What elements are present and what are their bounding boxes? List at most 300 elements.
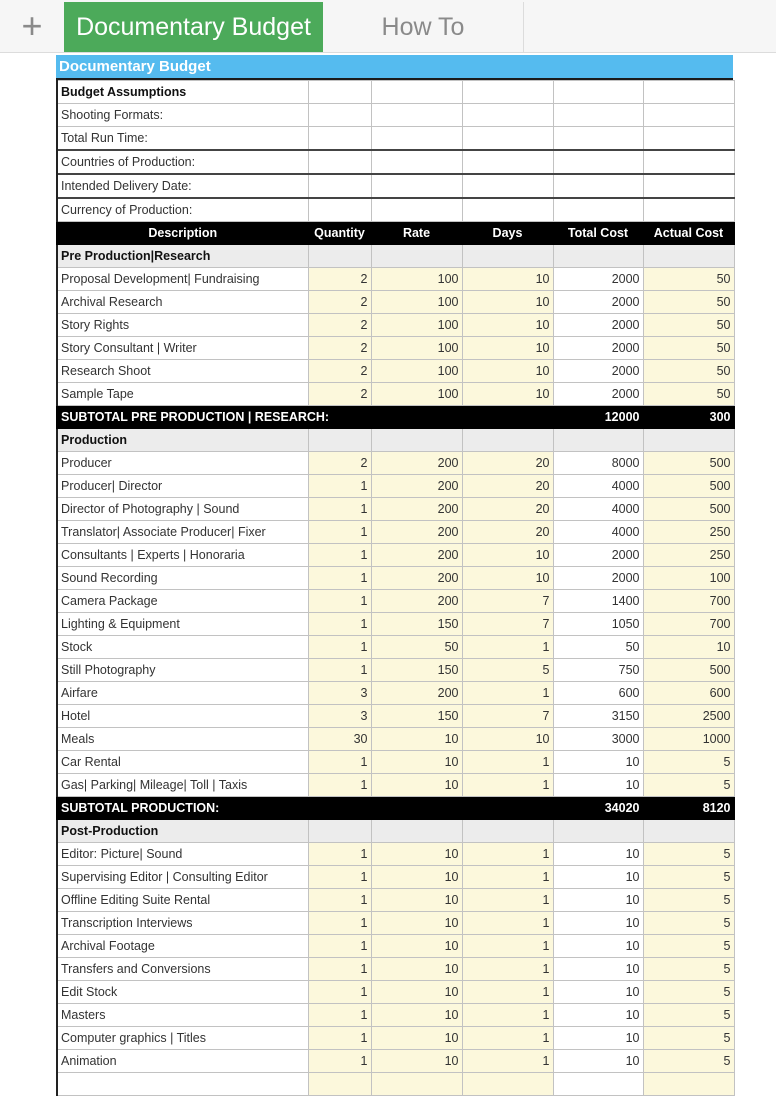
quantity-cell[interactable]: 1 bbox=[308, 889, 371, 912]
total-cost-cell[interactable]: 10 bbox=[553, 981, 643, 1004]
rate-cell[interactable]: 10 bbox=[371, 866, 462, 889]
rate-cell[interactable]: 100 bbox=[371, 291, 462, 314]
actual-cost-cell[interactable]: 250 bbox=[643, 544, 734, 567]
assumption-value-cell[interactable] bbox=[308, 174, 371, 198]
table-row bbox=[57, 268, 734, 291]
rate-cell[interactable]: 10 bbox=[371, 912, 462, 935]
quantity-cell[interactable]: 1 bbox=[308, 866, 371, 889]
table-row bbox=[57, 1004, 734, 1027]
assumption-label[interactable]: Shooting Formats: bbox=[57, 104, 308, 127]
actual-cost-cell[interactable]: 5 bbox=[643, 774, 734, 797]
total-cost-cell[interactable]: 2000 bbox=[553, 314, 643, 337]
quantity-cell[interactable]: 30 bbox=[308, 728, 371, 751]
rate-cell[interactable]: 100 bbox=[371, 314, 462, 337]
actual-cost-cell[interactable]: 100 bbox=[643, 567, 734, 590]
table-row bbox=[57, 291, 734, 314]
days-cell[interactable]: 10 bbox=[462, 567, 553, 590]
quantity-cell[interactable]: 1 bbox=[308, 1027, 371, 1050]
quantity-cell[interactable]: 2 bbox=[308, 268, 371, 291]
assumption-value-cell[interactable] bbox=[371, 104, 462, 127]
section-header-row bbox=[57, 820, 734, 843]
table-row bbox=[57, 521, 734, 544]
days-cell[interactable]: 20 bbox=[462, 498, 553, 521]
quantity-cell[interactable]: 1 bbox=[308, 1004, 371, 1027]
table-row bbox=[57, 659, 734, 682]
quantity-cell[interactable]: 2 bbox=[308, 314, 371, 337]
total-cost-cell[interactable]: 2000 bbox=[553, 337, 643, 360]
sheet-title[interactable]: Documentary Budget bbox=[56, 55, 733, 80]
quantity-cell[interactable]: 1 bbox=[308, 613, 371, 636]
days-cell[interactable]: 10 bbox=[462, 728, 553, 751]
empty-cell[interactable] bbox=[371, 429, 462, 452]
days-cell[interactable]: 1 bbox=[462, 682, 553, 705]
empty-cell[interactable] bbox=[643, 245, 734, 268]
total-cost-cell[interactable]: 10 bbox=[553, 958, 643, 981]
quantity-cell[interactable]: 1 bbox=[308, 636, 371, 659]
header-actual-cost[interactable]: Actual Cost bbox=[643, 222, 734, 245]
rate-cell[interactable]: 200 bbox=[371, 452, 462, 475]
empty-cell[interactable] bbox=[462, 245, 553, 268]
tab-how-to[interactable] bbox=[323, 2, 524, 52]
total-cost-cell[interactable]: 3150 bbox=[553, 705, 643, 728]
actual-cost-cell[interactable]: 5 bbox=[643, 751, 734, 774]
section-title[interactable]: Pre Production|Research bbox=[57, 245, 308, 268]
days-cell[interactable]: 10 bbox=[462, 291, 553, 314]
actual-cost-cell[interactable]: 500 bbox=[643, 452, 734, 475]
description-cell[interactable]: Airfare bbox=[57, 682, 308, 705]
description-cell[interactable]: Producer| Director bbox=[57, 475, 308, 498]
actual-cost-cell[interactable]: 50 bbox=[643, 337, 734, 360]
actual-cost-cell[interactable]: 50 bbox=[643, 291, 734, 314]
quantity-cell[interactable]: 1 bbox=[308, 958, 371, 981]
quantity-cell[interactable]: 1 bbox=[308, 774, 371, 797]
total-cost-cell[interactable]: 10 bbox=[553, 1050, 643, 1073]
assumption-value-cell[interactable] bbox=[371, 198, 462, 222]
quantity-cell[interactable]: 2 bbox=[308, 337, 371, 360]
rate-cell[interactable]: 150 bbox=[371, 659, 462, 682]
days-cell[interactable]: 7 bbox=[462, 705, 553, 728]
budget-table bbox=[56, 80, 735, 1096]
rate-cell[interactable]: 50 bbox=[371, 636, 462, 659]
actual-cost-cell[interactable]: 5 bbox=[643, 1004, 734, 1027]
actual-cost-cell[interactable]: 1000 bbox=[643, 728, 734, 751]
section-title[interactable]: Production bbox=[57, 429, 308, 452]
total-cost-cell[interactable]: 2000 bbox=[553, 383, 643, 406]
description-cell[interactable]: Archival Research bbox=[57, 291, 308, 314]
description-cell[interactable]: Archival Footage bbox=[57, 935, 308, 958]
days-cell[interactable]: 10 bbox=[462, 314, 553, 337]
subtotal-actual-cost[interactable]: 8120 bbox=[643, 797, 734, 820]
assumption-value-cell[interactable] bbox=[308, 127, 371, 151]
total-cost-cell[interactable]: 1400 bbox=[553, 590, 643, 613]
description-cell[interactable]: Research Shoot bbox=[57, 360, 308, 383]
table-row bbox=[57, 383, 734, 406]
actual-cost-cell[interactable]: 5 bbox=[643, 958, 734, 981]
empty-cell[interactable] bbox=[371, 81, 462, 104]
assumption-value-cell[interactable] bbox=[371, 150, 462, 174]
assumption-value-cell[interactable] bbox=[553, 150, 643, 174]
total-cost-cell[interactable]: 600 bbox=[553, 682, 643, 705]
total-cost-cell[interactable]: 10 bbox=[553, 889, 643, 912]
rate-cell[interactable]: 10 bbox=[371, 1004, 462, 1027]
rate-cell[interactable]: 10 bbox=[371, 751, 462, 774]
quantity-cell[interactable]: 1 bbox=[308, 544, 371, 567]
tab-label: Documentary Budget bbox=[76, 12, 311, 41]
assumption-value-cell[interactable] bbox=[308, 198, 371, 222]
table-row bbox=[57, 498, 734, 521]
description-cell[interactable]: Meals bbox=[57, 728, 308, 751]
actual-cost-cell[interactable]: 5 bbox=[643, 912, 734, 935]
total-cost-cell[interactable]: 2000 bbox=[553, 544, 643, 567]
actual-cost-cell[interactable]: 700 bbox=[643, 590, 734, 613]
actual-cost-cell[interactable]: 5 bbox=[643, 1050, 734, 1073]
subtotal-actual-cost[interactable]: 300 bbox=[643, 406, 734, 429]
subtotal-label[interactable]: SUBTOTAL PRE PRODUCTION | RESEARCH: bbox=[57, 406, 553, 429]
quantity-cell[interactable]: 1 bbox=[308, 1050, 371, 1073]
total-cost-cell[interactable]: 10 bbox=[553, 843, 643, 866]
total-cost-cell[interactable]: 10 bbox=[553, 1027, 643, 1050]
table-row bbox=[57, 866, 734, 889]
rate-cell[interactable]: 200 bbox=[371, 682, 462, 705]
rate-cell[interactable]: 200 bbox=[371, 590, 462, 613]
actual-cost-cell[interactable]: 50 bbox=[643, 314, 734, 337]
add-sheet-button[interactable] bbox=[0, 0, 64, 52]
actual-cost-cell[interactable]: 10 bbox=[643, 636, 734, 659]
assumption-value-cell[interactable] bbox=[308, 104, 371, 127]
actual-cost-cell[interactable]: 250 bbox=[643, 521, 734, 544]
days-cell[interactable]: 1 bbox=[462, 1004, 553, 1027]
total-cost-cell[interactable]: 2000 bbox=[553, 291, 643, 314]
description-cell[interactable]: Still Photography bbox=[57, 659, 308, 682]
description-cell[interactable]: Stock bbox=[57, 636, 308, 659]
description-cell[interactable]: Masters bbox=[57, 1004, 308, 1027]
empty-cell[interactable] bbox=[462, 1073, 553, 1096]
actual-cost-cell[interactable]: 5 bbox=[643, 843, 734, 866]
days-cell[interactable]: 1 bbox=[462, 636, 553, 659]
header-rate[interactable]: Rate bbox=[371, 222, 462, 245]
description-cell[interactable]: Story Rights bbox=[57, 314, 308, 337]
empty-cell[interactable] bbox=[553, 81, 643, 104]
header-quantity[interactable]: Quantity bbox=[308, 222, 371, 245]
quantity-cell[interactable]: 1 bbox=[308, 521, 371, 544]
days-cell[interactable]: 1 bbox=[462, 912, 553, 935]
header-description[interactable]: Description bbox=[57, 222, 308, 245]
description-cell[interactable]: Animation bbox=[57, 1050, 308, 1073]
total-cost-cell[interactable]: 8000 bbox=[553, 452, 643, 475]
table-row bbox=[57, 981, 734, 1004]
assumptions-heading[interactable]: Budget Assumptions bbox=[57, 81, 308, 104]
empty-cell[interactable] bbox=[462, 81, 553, 104]
actual-cost-cell[interactable]: 500 bbox=[643, 659, 734, 682]
rate-cell[interactable]: 100 bbox=[371, 268, 462, 291]
empty-cell[interactable] bbox=[553, 820, 643, 843]
quantity-cell[interactable]: 1 bbox=[308, 935, 371, 958]
total-cost-cell[interactable]: 4000 bbox=[553, 475, 643, 498]
assumption-label[interactable]: Currency of Production: bbox=[57, 198, 308, 222]
tab-label: How To bbox=[381, 12, 465, 41]
description-cell[interactable]: Director of Photography | Sound bbox=[57, 498, 308, 521]
subtotal-total-cost[interactable]: 12000 bbox=[553, 406, 643, 429]
days-cell[interactable]: 1 bbox=[462, 958, 553, 981]
rate-cell[interactable]: 10 bbox=[371, 843, 462, 866]
total-cost-cell[interactable]: 2000 bbox=[553, 268, 643, 291]
table-row-partial bbox=[57, 1073, 734, 1096]
description-cell[interactable]: Transcription Interviews bbox=[57, 912, 308, 935]
actual-cost-cell[interactable]: 5 bbox=[643, 1027, 734, 1050]
quantity-cell[interactable]: 3 bbox=[308, 705, 371, 728]
quantity-cell[interactable]: 2 bbox=[308, 383, 371, 406]
table-row bbox=[57, 452, 734, 475]
section-title[interactable]: Post-Production bbox=[57, 820, 308, 843]
table-row bbox=[57, 705, 734, 728]
total-cost-cell[interactable]: 10 bbox=[553, 912, 643, 935]
plus-icon: + bbox=[21, 5, 43, 46]
quantity-cell[interactable]: 3 bbox=[308, 682, 371, 705]
rate-cell[interactable]: 200 bbox=[371, 544, 462, 567]
assumption-value-cell[interactable] bbox=[462, 104, 553, 127]
days-cell[interactable]: 10 bbox=[462, 544, 553, 567]
quantity-cell[interactable]: 2 bbox=[308, 291, 371, 314]
assumption-label[interactable]: Total Run Time: bbox=[57, 127, 308, 151]
description-cell[interactable]: Story Consultant | Writer bbox=[57, 337, 308, 360]
days-cell[interactable]: 7 bbox=[462, 590, 553, 613]
actual-cost-cell[interactable]: 600 bbox=[643, 682, 734, 705]
total-cost-cell[interactable]: 10 bbox=[553, 751, 643, 774]
total-cost-cell[interactable]: 10 bbox=[553, 935, 643, 958]
total-cost-cell[interactable]: 10 bbox=[553, 774, 643, 797]
assumption-row bbox=[57, 104, 734, 127]
description-cell[interactable]: Translator| Associate Producer| Fixer bbox=[57, 521, 308, 544]
table-row bbox=[57, 636, 734, 659]
description-cell[interactable]: Sound Recording bbox=[57, 567, 308, 590]
description-cell[interactable]: Hotel bbox=[57, 705, 308, 728]
days-cell[interactable]: 1 bbox=[462, 751, 553, 774]
days-cell[interactable]: 7 bbox=[462, 613, 553, 636]
table-row bbox=[57, 958, 734, 981]
empty-cell[interactable] bbox=[553, 245, 643, 268]
days-cell[interactable]: 10 bbox=[462, 337, 553, 360]
subtotal-row bbox=[57, 406, 734, 429]
actual-cost-cell[interactable]: 50 bbox=[643, 268, 734, 291]
days-cell[interactable]: 20 bbox=[462, 521, 553, 544]
rate-cell[interactable]: 150 bbox=[371, 613, 462, 636]
days-cell[interactable]: 10 bbox=[462, 383, 553, 406]
header-days[interactable]: Days bbox=[462, 222, 553, 245]
days-cell[interactable]: 1 bbox=[462, 889, 553, 912]
table-row bbox=[57, 1027, 734, 1050]
table-row bbox=[57, 774, 734, 797]
table-row bbox=[57, 337, 734, 360]
assumption-value-cell[interactable] bbox=[643, 104, 734, 127]
rate-cell[interactable]: 200 bbox=[371, 475, 462, 498]
description-cell[interactable]: Car Rental bbox=[57, 751, 308, 774]
total-cost-cell[interactable]: 10 bbox=[553, 1004, 643, 1027]
actual-cost-cell[interactable]: 500 bbox=[643, 475, 734, 498]
description-cell[interactable]: Sample Tape bbox=[57, 383, 308, 406]
empty-cell[interactable] bbox=[308, 81, 371, 104]
rate-cell[interactable]: 10 bbox=[371, 728, 462, 751]
empty-cell[interactable] bbox=[553, 429, 643, 452]
days-cell[interactable]: 1 bbox=[462, 981, 553, 1004]
empty-cell[interactable] bbox=[643, 1073, 734, 1096]
table-row bbox=[57, 475, 734, 498]
quantity-cell[interactable]: 1 bbox=[308, 567, 371, 590]
rate-cell[interactable]: 150 bbox=[371, 705, 462, 728]
subtotal-label[interactable]: SUBTOTAL PRODUCTION: bbox=[57, 797, 553, 820]
rate-cell[interactable]: 10 bbox=[371, 889, 462, 912]
header-total-cost[interactable]: Total Cost bbox=[553, 222, 643, 245]
table-row bbox=[57, 912, 734, 935]
table-row bbox=[57, 1050, 734, 1073]
empty-cell[interactable] bbox=[308, 820, 371, 843]
empty-cell[interactable] bbox=[643, 429, 734, 452]
quantity-cell[interactable]: 2 bbox=[308, 360, 371, 383]
assumption-value-cell[interactable] bbox=[553, 127, 643, 151]
days-cell[interactable]: 1 bbox=[462, 866, 553, 889]
rate-cell[interactable]: 100 bbox=[371, 360, 462, 383]
rate-cell[interactable]: 10 bbox=[371, 774, 462, 797]
days-cell[interactable]: 10 bbox=[462, 360, 553, 383]
total-cost-cell[interactable]: 2000 bbox=[553, 360, 643, 383]
description-cell[interactable]: Camera Package bbox=[57, 590, 308, 613]
empty-cell[interactable] bbox=[371, 1073, 462, 1096]
description-cell[interactable] bbox=[57, 1073, 308, 1096]
assumption-row bbox=[57, 127, 734, 151]
subtotal-total-cost[interactable]: 34020 bbox=[553, 797, 643, 820]
sheet-tab-bar bbox=[0, 0, 776, 53]
rate-cell[interactable]: 100 bbox=[371, 337, 462, 360]
description-cell[interactable]: Offline Editing Suite Rental bbox=[57, 889, 308, 912]
actual-cost-cell[interactable]: 500 bbox=[643, 498, 734, 521]
actual-cost-cell[interactable]: 5 bbox=[643, 935, 734, 958]
description-cell[interactable]: Consultants | Experts | Honoraria bbox=[57, 544, 308, 567]
table-row bbox=[57, 590, 734, 613]
rate-cell[interactable]: 10 bbox=[371, 981, 462, 1004]
budget-sheet bbox=[56, 55, 733, 1096]
table-row bbox=[57, 613, 734, 636]
days-cell[interactable]: 1 bbox=[462, 774, 553, 797]
description-cell[interactable]: Supervising Editor | Consulting Editor bbox=[57, 866, 308, 889]
quantity-cell[interactable]: 1 bbox=[308, 659, 371, 682]
quantity-cell[interactable]: 1 bbox=[308, 912, 371, 935]
days-cell[interactable]: 5 bbox=[462, 659, 553, 682]
days-cell[interactable]: 1 bbox=[462, 1050, 553, 1073]
assumption-label[interactable]: Countries of Production: bbox=[57, 150, 308, 174]
description-cell[interactable]: Computer graphics | Titles bbox=[57, 1027, 308, 1050]
description-cell[interactable]: Edit Stock bbox=[57, 981, 308, 1004]
table-row bbox=[57, 544, 734, 567]
description-cell[interactable]: Gas| Parking| Mileage| Toll | Taxis bbox=[57, 774, 308, 797]
rate-cell[interactable]: 10 bbox=[371, 1027, 462, 1050]
assumption-value-cell[interactable] bbox=[643, 127, 734, 151]
total-cost-cell[interactable]: 4000 bbox=[553, 498, 643, 521]
assumption-value-cell[interactable] bbox=[643, 174, 734, 198]
empty-cell[interactable] bbox=[308, 1073, 371, 1096]
table-row bbox=[57, 728, 734, 751]
total-cost-cell[interactable]: 1050 bbox=[553, 613, 643, 636]
assumption-value-cell[interactable] bbox=[643, 150, 734, 174]
assumption-value-cell[interactable] bbox=[371, 174, 462, 198]
assumption-value-cell[interactable] bbox=[553, 198, 643, 222]
days-cell[interactable]: 20 bbox=[462, 475, 553, 498]
empty-cell[interactable] bbox=[643, 81, 734, 104]
empty-cell[interactable] bbox=[308, 429, 371, 452]
quantity-cell[interactable]: 1 bbox=[308, 475, 371, 498]
actual-cost-cell[interactable]: 2500 bbox=[643, 705, 734, 728]
quantity-cell[interactable]: 1 bbox=[308, 981, 371, 1004]
rate-cell[interactable]: 200 bbox=[371, 521, 462, 544]
empty-cell[interactable] bbox=[462, 820, 553, 843]
assumption-value-cell[interactable] bbox=[643, 198, 734, 222]
assumption-value-cell[interactable] bbox=[462, 174, 553, 198]
assumption-value-cell[interactable] bbox=[553, 104, 643, 127]
assumption-value-cell[interactable] bbox=[462, 127, 553, 151]
description-cell[interactable]: Producer bbox=[57, 452, 308, 475]
table-row bbox=[57, 567, 734, 590]
days-cell[interactable]: 1 bbox=[462, 1027, 553, 1050]
total-cost-cell[interactable]: 3000 bbox=[553, 728, 643, 751]
assumption-value-cell[interactable] bbox=[553, 174, 643, 198]
description-cell[interactable]: Editor: Picture| Sound bbox=[57, 843, 308, 866]
total-cost-cell[interactable]: 4000 bbox=[553, 521, 643, 544]
assumption-value-cell[interactable] bbox=[308, 150, 371, 174]
rate-cell[interactable]: 200 bbox=[371, 567, 462, 590]
days-cell[interactable]: 1 bbox=[462, 935, 553, 958]
description-cell[interactable]: Transfers and Conversions bbox=[57, 958, 308, 981]
days-cell[interactable]: 1 bbox=[462, 843, 553, 866]
rate-cell[interactable]: 10 bbox=[371, 935, 462, 958]
actual-cost-cell[interactable]: 50 bbox=[643, 360, 734, 383]
total-cost-cell[interactable]: 2000 bbox=[553, 567, 643, 590]
total-cost-cell[interactable]: 10 bbox=[553, 866, 643, 889]
actual-cost-cell[interactable]: 5 bbox=[643, 889, 734, 912]
empty-cell[interactable] bbox=[462, 429, 553, 452]
description-cell[interactable]: Proposal Development| Fundraising bbox=[57, 268, 308, 291]
total-cost-cell[interactable]: 750 bbox=[553, 659, 643, 682]
section-header-row bbox=[57, 429, 734, 452]
assumptions-heading-row bbox=[57, 81, 734, 104]
empty-cell[interactable] bbox=[643, 820, 734, 843]
actual-cost-cell[interactable]: 5 bbox=[643, 981, 734, 1004]
assumption-label[interactable]: Intended Delivery Date: bbox=[57, 174, 308, 198]
actual-cost-cell[interactable]: 5 bbox=[643, 866, 734, 889]
days-cell[interactable]: 20 bbox=[462, 452, 553, 475]
rate-cell[interactable]: 100 bbox=[371, 383, 462, 406]
rate-cell[interactable]: 10 bbox=[371, 1050, 462, 1073]
description-cell[interactable]: Lighting & Equipment bbox=[57, 613, 308, 636]
quantity-cell[interactable]: 1 bbox=[308, 843, 371, 866]
rate-cell[interactable]: 200 bbox=[371, 498, 462, 521]
empty-cell[interactable] bbox=[553, 1073, 643, 1096]
empty-cell[interactable] bbox=[371, 245, 462, 268]
quantity-cell[interactable]: 2 bbox=[308, 452, 371, 475]
rate-cell[interactable]: 10 bbox=[371, 958, 462, 981]
assumption-value-cell[interactable] bbox=[371, 127, 462, 151]
assumption-value-cell[interactable] bbox=[462, 150, 553, 174]
quantity-cell[interactable]: 1 bbox=[308, 751, 371, 774]
actual-cost-cell[interactable]: 50 bbox=[643, 383, 734, 406]
days-cell[interactable]: 10 bbox=[462, 268, 553, 291]
tab-documentary-budget[interactable] bbox=[64, 2, 323, 52]
quantity-cell[interactable]: 1 bbox=[308, 590, 371, 613]
quantity-cell[interactable]: 1 bbox=[308, 498, 371, 521]
empty-cell[interactable] bbox=[371, 820, 462, 843]
total-cost-cell[interactable]: 50 bbox=[553, 636, 643, 659]
empty-cell[interactable] bbox=[308, 245, 371, 268]
assumption-value-cell[interactable] bbox=[462, 198, 553, 222]
actual-cost-cell[interactable]: 700 bbox=[643, 613, 734, 636]
assumption-row bbox=[57, 198, 734, 222]
